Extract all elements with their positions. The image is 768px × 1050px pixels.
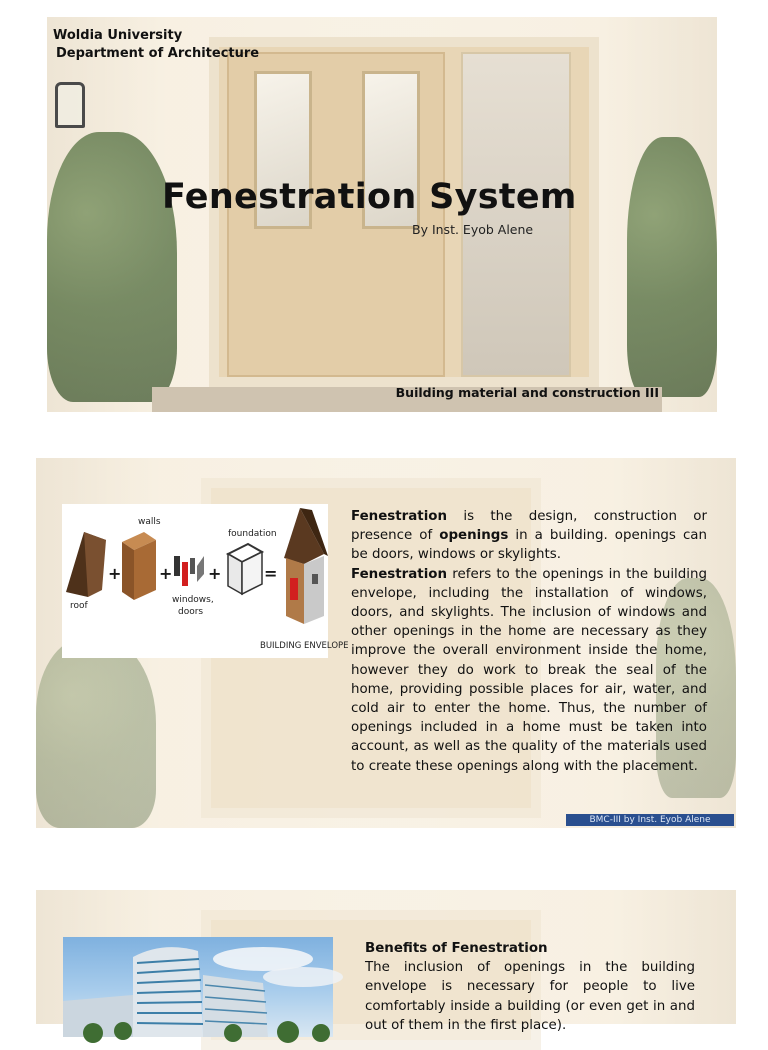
wall-lamp-icon xyxy=(55,82,85,128)
definition-paragraph-2: Fenestration refers to the openings in the building envelope, including the installation of windows, doors, and skylights. The inclusion of windows and other openings in the home are necessary as they improve the overall environment inside the home, however they do work to break the seal of the home, providing possible places for air, water, and cold air to enter the home. Thus, the number of openings included in a home must be taken into account, as well as the quality of the materials used to create these openings along with the placement. xyxy=(351,566,707,774)
windows-doors-icon xyxy=(174,556,204,586)
plus-sign: + xyxy=(159,564,173,583)
foundation-icon xyxy=(228,544,262,594)
benefits-body: The inclusion of openings in the building envelope is necessary for people to live comfortably inside a building (or even get in and out of them in the first place). xyxy=(365,960,695,1033)
building-photo xyxy=(63,937,333,1037)
building-envelope-diagram xyxy=(62,504,349,658)
slide-title: Fenestration System xyxy=(162,177,577,217)
term-fenestration: Fenestration xyxy=(351,509,448,524)
university-name: Woldia University xyxy=(53,28,183,43)
equals-sign: = xyxy=(264,564,278,583)
doors-label: doors xyxy=(178,607,204,617)
institution-header xyxy=(53,27,259,63)
definition-text xyxy=(351,507,707,776)
envelope-diagram-svg xyxy=(62,504,349,658)
benefits-slide xyxy=(36,890,736,1033)
hotel-building-image xyxy=(63,937,333,1037)
foundation-label: foundation xyxy=(228,529,277,539)
walls-icon xyxy=(122,532,156,600)
plus-sign: + xyxy=(108,564,122,583)
benefits-text xyxy=(365,939,695,1035)
left-shrub xyxy=(47,132,177,402)
plus-sign: + xyxy=(208,564,222,583)
roof-icon xyxy=(66,532,106,597)
term-openings: openings xyxy=(439,528,509,544)
course-name: Building material and construction III xyxy=(395,385,659,400)
author-byline: By Inst. Eyob Alene xyxy=(412,222,534,237)
term-fenestration: Fenestration xyxy=(351,566,448,582)
roof-label: roof xyxy=(70,601,88,611)
slide-footer-bar: BMC-III by Inst. Eyob Alene xyxy=(566,814,734,826)
windows-label: windows, xyxy=(172,595,214,605)
title-slide xyxy=(47,17,717,412)
department-name: Department of Architecture xyxy=(56,46,260,61)
right-shrub xyxy=(627,137,717,397)
building-envelope-label: BUILDING ENVELOPE xyxy=(260,641,349,651)
walls-label: walls xyxy=(138,517,161,527)
building-envelope-icon xyxy=(284,508,328,624)
left-shrub xyxy=(36,638,156,828)
definition-paragraph-1: Fenestration is the design, construction or presence of openings in a building. openings can be doors, windows or skylights. xyxy=(351,509,707,563)
definition-slide xyxy=(36,458,736,828)
benefits-heading: Benefits of Fenestration xyxy=(365,941,548,956)
